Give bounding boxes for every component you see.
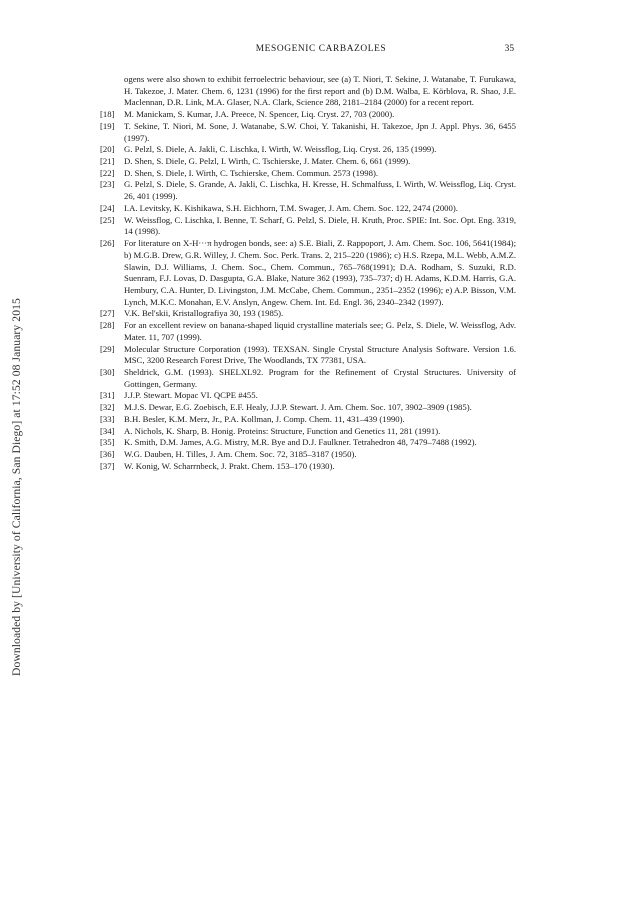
reference-entry — [100, 344, 516, 367]
reference-text: W.G. Dauben, H. Tilles, J. Am. Chem. Soc. 72, 3185–3187 (1950). — [124, 449, 357, 459]
reference-number: [31] — [100, 390, 115, 401]
reference-text: W. Konig, W. Scharrnbeck, J. Prakt. Chem. 153–170 (1930). — [124, 460, 335, 471]
reference-entry — [100, 179, 516, 202]
reference-text: W. Weissflog, C. Lischka, I. Benne, T. Scharf, G. Pelzl, S. Diele, H. Kruth, Proc. SPIE: Int. Soc. Opt. Eng. 3319, 14 (1998). — [124, 214, 516, 237]
reference-text: Sheldrick, G.M. (1993). SHELXL92. Program for the Refinement of Crystal Structures. University of Gottingen, Germany. — [124, 366, 516, 389]
reference-text: K. Smith, D.M. James, A.G. Mistry, M.R. Bye and D.J. Faulkner. Tetrahedron 48, 7479–7488 (1992). — [124, 437, 477, 448]
reference-number: [27] — [100, 308, 115, 319]
reference-entry — [100, 390, 516, 402]
reference-text: G. Pelzl, S. Diele, S. Grande, A. Jakli, C. Lischka, H. Kresse, H. Schmalfuss, I. Wirth, W. Weissflog, Liq. Cryst. 26, 401 (1999). — [124, 179, 516, 202]
reference-number: [20] — [100, 144, 115, 155]
reference-text: T. Sekine, T. Niori, M. Sone, J. Watanabe, S.W. Choi, Y. Takanishi, H. Takezoe, Jpn J. Appl. Phys. 36, 6455 (1997). — [124, 120, 516, 143]
reference-entry — [100, 74, 516, 109]
reference-entry — [100, 238, 516, 308]
reference-number: [25] — [100, 214, 115, 225]
reference-text: For an excellent review on banana-shaped liquid crystalline materials see; G. Pelz, S. Diele, W. Weissflog, Adv. Mater. 11, 707 (1999). — [124, 320, 516, 342]
reference-number: [22] — [100, 167, 115, 178]
reference-text: For literature on X-H···π hydrogen bonds, see: a) S.E. Biali, Z. Rappoport, J. Am. Chem. Soc. 106, 5641(1984); b) M.G.B. Drew, G.R. Willey, J. Chem. Soc. Perk. Trans. 2, 215–220 (1986); c) H.S. Rzepa, M.L. Webb, A.M.Z. Slawin, D.J. Williams, J. Chem. Soc., Chem. Commun., 765–768(1991); D.A. Rodham, S. Suzuki, R.D. Suenram, F.J. Lovas, D. Dasgupta, G.A. Blake, Nature 362 (1993), 735–737; d) H. Adams, K.D.M. Harris, G.A. Hembury, C.A. Hunter, D. Livingston, J.M. McCabe, Chem. Commun., 2351–2352 (1996); e) A.P. Bisson, V.M. Lynch, M.K.C. Monahan, E.V. Anslyn, Angew. Chem. Int. Ed. Engl. 36, 2340–2342 (1997). — [124, 238, 516, 307]
reference-entry — [100, 449, 516, 461]
reference-entry — [100, 308, 516, 320]
reference-entry — [100, 402, 516, 414]
reference-number: [37] — [100, 460, 115, 471]
reference-text: A. Nichols, K. Sharp, B. Honig. Proteins: Structure, Function and Genetics 11, 281 (1991). — [124, 425, 441, 436]
reference-text: D. Shen, S. Diele, I. Wirth, C. Tschierske, Chem. Commun. 2573 (1998). — [124, 167, 379, 178]
reference-list — [100, 74, 516, 472]
reference-number: [21] — [100, 156, 115, 167]
reference-number: [36] — [100, 449, 115, 459]
reference-entry — [100, 168, 516, 180]
page-number: 35 — [504, 44, 514, 54]
reference-number: [19] — [100, 120, 115, 131]
reference-entry — [100, 215, 516, 238]
reference-text: I.A. Levitsky, K. Kishikawa, S.H. Eichhorn, T.M. Swager, J. Am. Chem. Soc. 122, 2474 (2000). — [124, 202, 458, 213]
reference-number: [33] — [100, 413, 115, 424]
reference-number: [24] — [100, 202, 115, 213]
reference-entry — [100, 144, 516, 156]
reference-text: Molecular Structure Corporation (1993). TEXSAN. Single Crystal Structure Analysis Software. Version 1.6. MSC, 3200 Research Forest Drive, The Woodlands, TX 77381, USA. — [124, 343, 516, 366]
reference-entry — [100, 414, 516, 426]
reference-number: [26] — [100, 238, 115, 249]
reference-text: D. Shen, S. Diele, G. Pelzl, I. Wirth, C. Tschierske, J. Mater. Chem. 6, 661 (1999). — [124, 156, 411, 167]
reference-number: [32] — [100, 402, 115, 413]
reference-entry — [100, 426, 516, 438]
reference-entry — [100, 203, 516, 215]
reference-number: [29] — [100, 343, 115, 354]
reference-text: V.K. Bel'skii, Kristallografiya 30, 193 (1985). — [124, 308, 284, 319]
reference-text: M.J.S. Dewar, E.G. Zoebisch, E.F. Healy, J.J.P. Stewart. J. Am. Chem. Soc. 107, 3902–3909 (1985). — [124, 402, 472, 413]
reference-entry — [100, 367, 516, 390]
reference-number: [30] — [100, 366, 115, 377]
reference-text: B.H. Besler, K.M. Merz, Jr., P.A. Kollman, J. Comp. Chem. 11, 431–439 (1990). — [124, 413, 405, 424]
reference-entry — [100, 121, 516, 144]
reference-entry — [100, 156, 516, 168]
page-header — [128, 44, 514, 58]
reference-number: [23] — [100, 179, 115, 190]
reference-text: M. Manickam, S. Kumar, J.A. Preece, N. Spencer, Liq. Cryst. 27, 703 (2000). — [124, 109, 395, 120]
reference-number: [35] — [100, 437, 115, 448]
reference-text: J.J.P. Stewart. Mopac VI. QCPE #455. — [124, 390, 258, 401]
reference-entry — [100, 461, 516, 473]
reference-entry — [100, 437, 516, 449]
reference-text: G. Pelzl, S. Diele, A. Jakli, C. Lischka, I. Wirth, W. Weissflog, Liq. Cryst. 26, 135 (1999). — [124, 144, 437, 155]
reference-entry — [100, 109, 516, 121]
reference-number: [18] — [100, 109, 115, 120]
running-title: MESOGENIC CARBAZOLES — [255, 44, 387, 54]
download-notice-text: Downloaded by [University of California, San Diego] at 17:52 08 January 2015 — [10, 298, 23, 676]
reference-entry — [100, 320, 516, 343]
reference-text: ogens were also shown to exhibit ferroelectric behaviour, see (a) T. Niori, T. Sekine, J. Watanabe, T. Furukawa, H. Takezoe, J. Mater. Chem. 6, 1231 (1996) for the first report and (b) D.M. Walba, E. Körblova, R. Shao, J.E. Maclennan, D.R. Link, M.A. Glaser, N.A. Clark, Science 288, 2181–2184 (2000) for a recent report. — [124, 74, 516, 108]
reference-number: [34] — [100, 425, 115, 436]
reference-number: [28] — [100, 320, 115, 331]
